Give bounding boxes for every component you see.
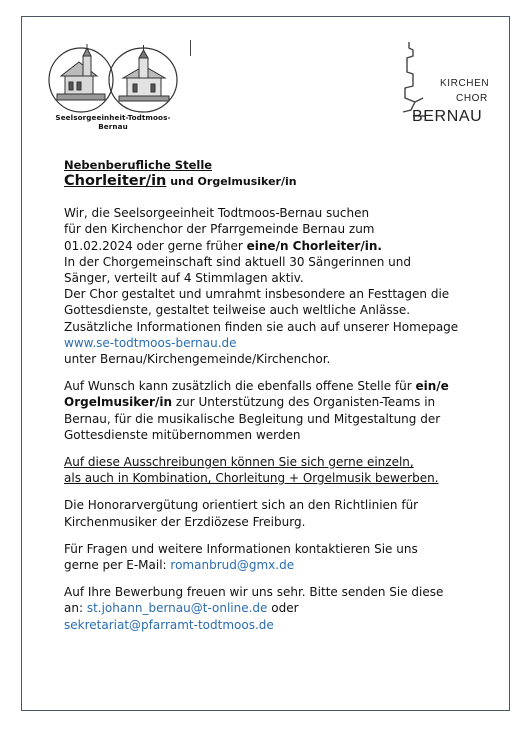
title-choir-leader: Chorleiter/in (64, 173, 167, 189)
heading-title (64, 173, 464, 190)
paragraph-contact (64, 541, 464, 573)
homepage-link[interactable]: www.se-todtmoos-bernau.de (64, 335, 237, 350)
paragraph-intro (64, 205, 464, 367)
text-span: 01.02.2024 oder gerne früher (64, 238, 247, 253)
text-line: Auf Ihre Bewerbung freuen wir uns sehr. Bitte senden Sie diese (64, 585, 444, 600)
text-line (64, 378, 464, 394)
text-line: Wir, die Seelsorgeeinheit Todtmoos-Bernau suchen (64, 206, 370, 221)
text-line: Für Fragen und weitere Informationen kontaktieren Sie uns (64, 541, 418, 556)
text-line: als auch in Kombination, Chorleitung + Orgelmusik bewerben. (64, 471, 439, 486)
churches-logo-icon (43, 44, 183, 124)
text-span-bold: ein/e (415, 379, 449, 394)
paragraph-compensation (64, 497, 464, 529)
logo-caption: Seelsorgeeinheit-Todtmoos-Bernau (55, 113, 171, 131)
application-email-link-2[interactable]: sekretariat@pfarramt-todtmoos.de (64, 617, 274, 632)
choir-logo-line2: CHOR (456, 93, 488, 104)
text-span-bold: eine/n Chorleiter/in. (246, 238, 382, 253)
choir-logo-line1: KIRCHEN (440, 78, 490, 89)
text-line: Gottesdienste, gestaltet teilweise auch weltliche Anlässe. (64, 303, 411, 318)
text-span: zur Unterstützung des Organisten-Teams in (172, 395, 436, 410)
text-line (64, 394, 464, 410)
text-line: Auf diese Ausschreibungen können Sie sich gerne einzeln, (64, 455, 414, 470)
contact-email-link[interactable]: romanbrud@gmx.de (170, 558, 295, 573)
job-posting (64, 158, 464, 633)
heading-position-type: Nebenberufliche Stelle (64, 158, 213, 172)
title-organist: und Orgelmusiker/in (166, 175, 297, 188)
application-email-link-1[interactable]: st.johann_bernau@t-online.de (86, 601, 268, 616)
text-line (64, 557, 464, 573)
text-line (64, 238, 464, 254)
text-span: oder (267, 601, 299, 616)
text-line (64, 600, 464, 616)
paragraph-application-options (64, 454, 464, 486)
paragraph-organist (64, 378, 464, 443)
text-line: Zusätzliche Informationen finden sie auch auf unserer Homepage (64, 319, 459, 334)
text-line: für den Kirchenchor der Pfarrgemeinde Bernau zum (64, 222, 375, 237)
choir-logo-line3: BERNAU (412, 108, 483, 125)
text-span: Auf Wunsch kann zusätzlich die ebenfalls offene Stelle für (64, 379, 416, 394)
text-span: an: (64, 601, 87, 616)
header-divider (190, 40, 191, 56)
text-span-bold: Orgelmusiker/in (64, 395, 173, 410)
text-line: Der Chor gestaltet und umrahmt insbesondere an Festtagen die (64, 287, 450, 302)
paragraph-application (64, 584, 464, 633)
text-line: Sänger, verteilt auf 4 Stimmlagen aktiv. (64, 271, 304, 286)
text-line: Bernau, für die musikalische Begleitung und Mitgestaltung der (64, 411, 441, 426)
text-line: Kirchenmusiker der Erzdiözese Freiburg. (64, 514, 306, 529)
text-line: Gottesdienste mitübernommen werden (64, 427, 301, 442)
text-line: In der Chorgemeinschaft sind aktuell 30 Sängerinnen und (64, 254, 411, 269)
text-line: Die Honorarvergütung orientiert sich an den Richtlinien für (64, 498, 419, 513)
text-span: gerne per E-Mail: (64, 558, 171, 573)
text-line: unter Bernau/Kirchengemeinde/Kirchenchor. (64, 352, 331, 367)
